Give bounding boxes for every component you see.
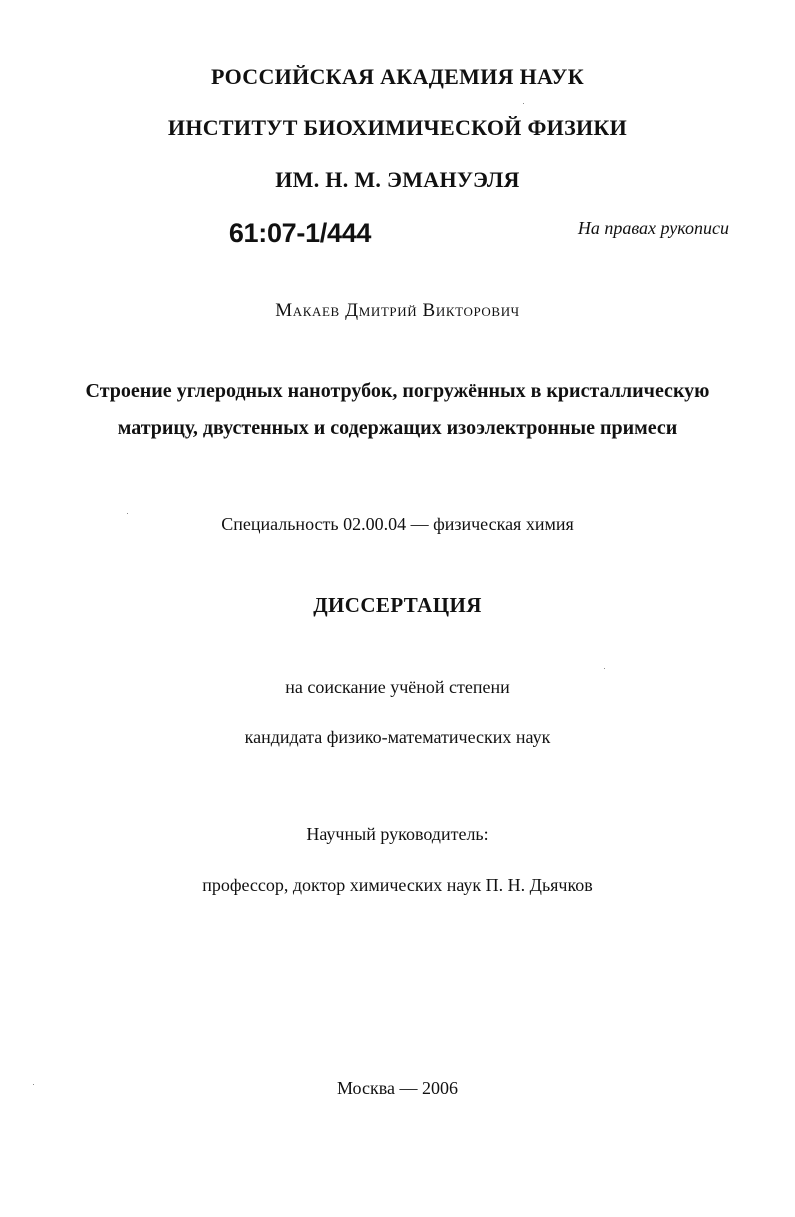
document-type: ДИССЕРТАЦИЯ [313,593,482,617]
supervisor-name: профессор, доктор химических наук П. Н. Дьячков [202,875,593,895]
scan-speck [604,668,605,669]
specialty: Специальность 02.00.04 — физическая химия [221,514,574,534]
academy-name: РОССИЙСКАЯ АКАДЕМИЯ НАУК [211,64,584,89]
scan-speck [127,513,128,514]
scan-speck [523,103,524,104]
institute-name: ИНСТИТУТ БИОХИМИЧЕСКОЙ ФИЗИКИ [167,115,628,140]
rights-note: На правах рукописи [577,218,729,238]
scan-speck [33,1084,34,1085]
thesis-title-line-2: матрицу, двустенных и содержащих изоэлектронные примеси [117,417,678,439]
author-name: Макаев Дмитрий Викторович [275,300,520,321]
institute-named-after: ИМ. Н. М. ЭМАНУЭЛЯ [275,167,520,192]
thesis-title-line-1: Строение углеродных нанотрубок, погружённых в кристаллическую [85,380,710,402]
registration-number: 61:07-1/444 [228,218,372,248]
degree-line-1: на соискание учёной степени [285,677,510,697]
degree-line-2: кандидата физико-математических наук [244,727,551,747]
supervisor-label: Научный руководитель: [306,824,489,844]
city-year: Москва — 2006 [337,1078,458,1098]
